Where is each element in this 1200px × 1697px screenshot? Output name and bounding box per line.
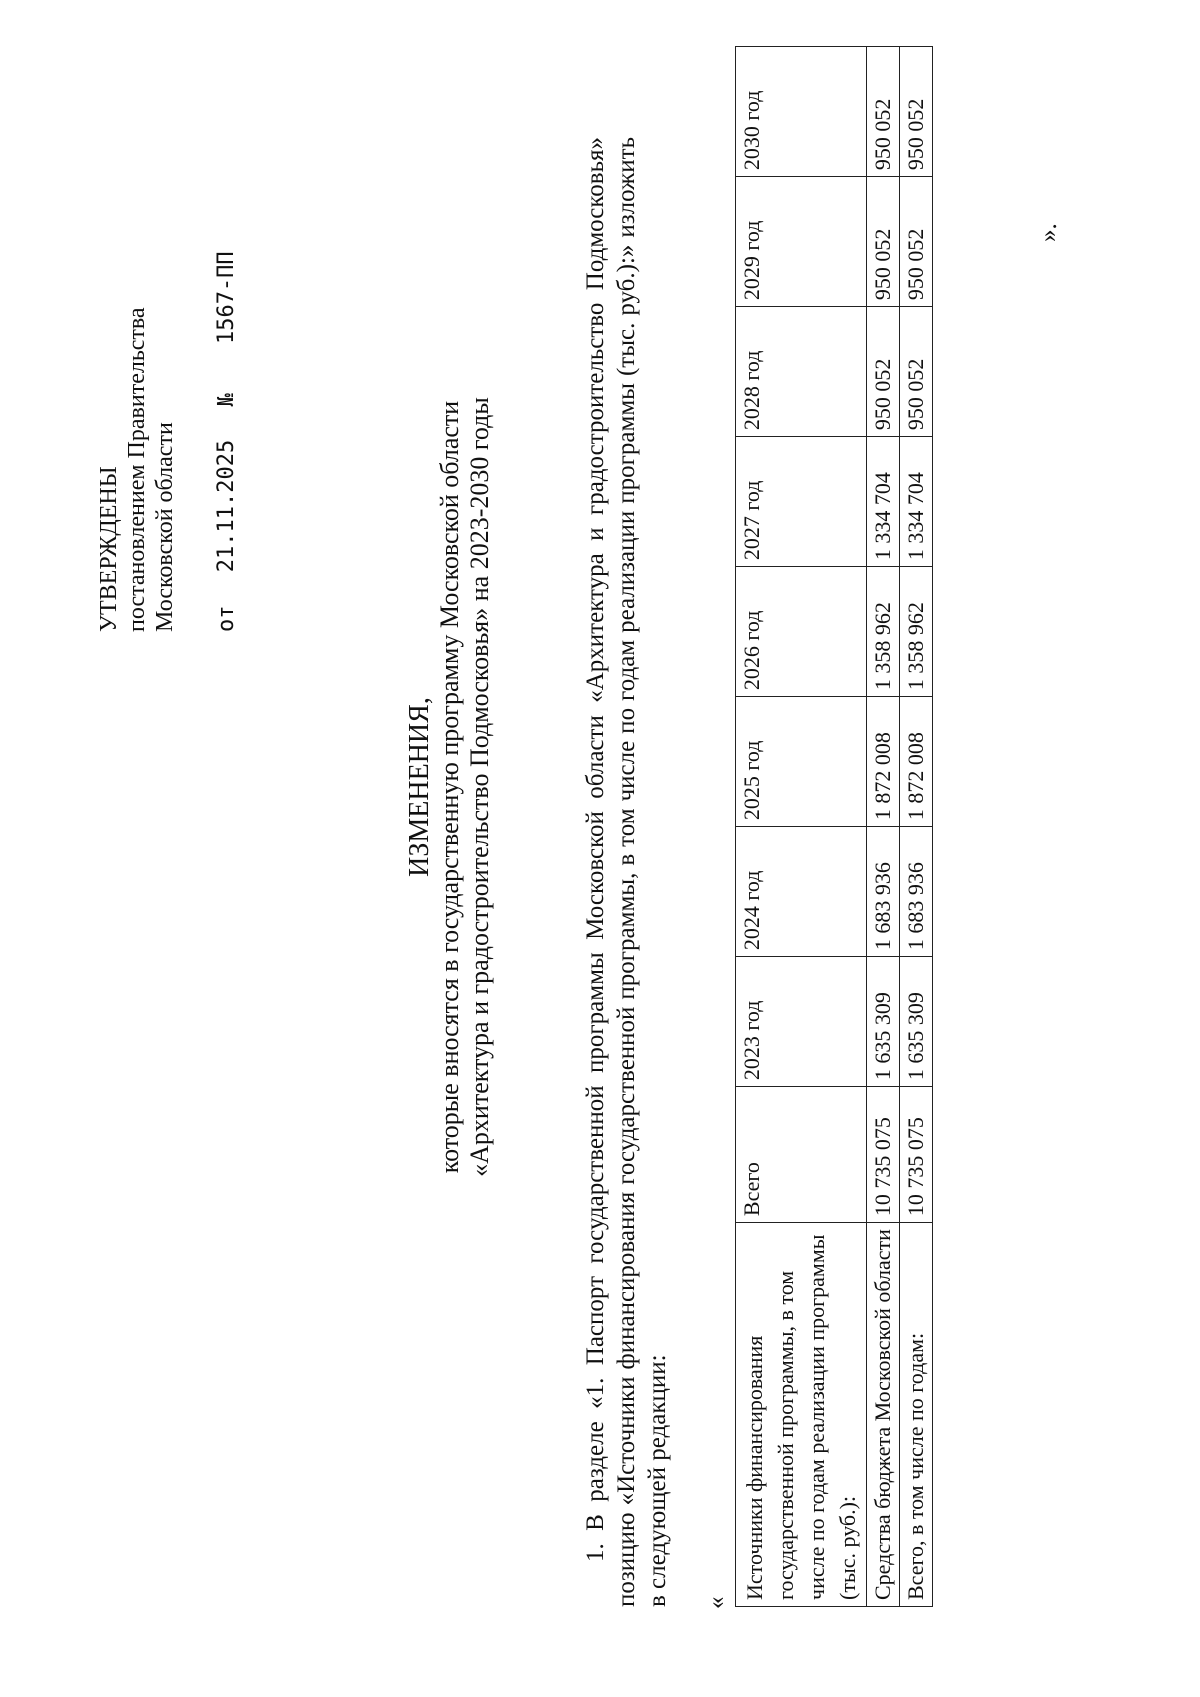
- cell-value: 1 683 936: [867, 827, 900, 957]
- cell-value: 950 052: [867, 177, 900, 307]
- financing-table: [735, 46, 933, 1607]
- cell-value: 1 683 936: [900, 827, 933, 957]
- approval-line: Московской области: [152, 422, 178, 632]
- header-source: Источники финансирования государственной программы, в том числе по годам реализации программы (тыс. руб.):: [736, 1223, 867, 1607]
- cell-value: 1 635 309: [900, 957, 933, 1087]
- header-year: 2030 год: [736, 47, 867, 177]
- title-main: ИЗМЕНЕНИЯ,: [404, 697, 435, 877]
- header-year: 2028 год: [736, 307, 867, 437]
- order-line: [213, 251, 241, 632]
- cell-value: 1 872 008: [900, 697, 933, 827]
- approval-heading: УТВЕРЖДЕНЫ: [96, 466, 122, 632]
- order-date: 21.11.2025: [214, 439, 239, 573]
- order-number: 1567-ПП: [214, 251, 239, 345]
- header-year: 2027 год: [736, 437, 867, 567]
- cell-value: 1 358 962: [900, 567, 933, 697]
- header-year: 2026 год: [736, 567, 867, 697]
- cell-value: 1 334 704: [867, 437, 900, 567]
- header-year: 2029 год: [736, 177, 867, 307]
- from-label: от: [214, 605, 239, 632]
- header-total: Всего: [736, 1087, 867, 1223]
- cell-total: 10 735 075: [900, 1087, 933, 1223]
- cell-value: 1 635 309: [867, 957, 900, 1087]
- change-paragraph: [580, 137, 673, 1607]
- approval-block: [95, 251, 241, 632]
- title-line: «Архитектура и градостроительство Подмосковья» на 2023-2030 годы: [465, 397, 494, 1177]
- cell-value: 1 358 962: [867, 567, 900, 697]
- paragraph-text: 1. В разделе «1. Паспорт государственной программы Московской области «Архитектура и градостроительство Подмосковья» позицию «Источники финансирования государственной программы, в том числе по годам реализации программы (тыс. руб.):» изложить в следующей редакции:: [582, 137, 671, 1607]
- cell-value: 1 334 704: [900, 437, 933, 567]
- row-label: Всего, в том числе по годам:: [900, 1223, 933, 1607]
- cell-total: 10 735 075: [867, 1087, 900, 1223]
- table-row: [900, 47, 933, 1607]
- header-year: 2023 год: [736, 957, 867, 1087]
- cell-value: 950 052: [900, 177, 933, 307]
- cell-value: 950 052: [900, 307, 933, 437]
- cell-value: 1 872 008: [867, 697, 900, 827]
- number-sign: №: [214, 393, 239, 407]
- cell-value: 950 052: [900, 47, 933, 177]
- title-line: которые вносятся в государственную программу Московской области: [435, 400, 464, 1174]
- table-header-row: [736, 47, 867, 1607]
- header-year: 2025 год: [736, 697, 867, 827]
- cell-value: 950 052: [867, 307, 900, 437]
- quote-open: «: [703, 1596, 730, 1609]
- header-year: 2024 год: [736, 827, 867, 957]
- row-label: Средства бюджета Московской области: [867, 1223, 900, 1607]
- approval-line: постановлением Правительства: [124, 307, 150, 632]
- document-title: [405, 147, 495, 1427]
- cell-value: 950 052: [867, 47, 900, 177]
- quote-close: ».: [1035, 223, 1062, 242]
- table-row: [867, 47, 900, 1607]
